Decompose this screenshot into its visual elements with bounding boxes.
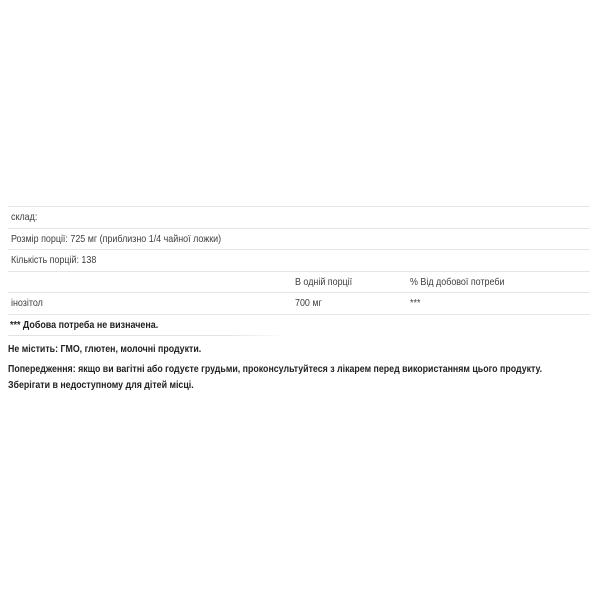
daily-value-column-header: % Від добової потреби (410, 275, 505, 288)
row-footnote (8, 315, 590, 337)
serving-size-label: Розмір порції: 725 мг (приблизно 1/4 чайної ложки) (11, 232, 222, 245)
row-serving-size (8, 229, 590, 251)
warning-note (8, 362, 542, 393)
footnote-divider (8, 335, 288, 336)
contains-note: Не містить: ГМО, глютен, молочні продукти. (8, 343, 202, 355)
row-servings-count (8, 250, 590, 272)
per-serving-column-header: В одній порції (295, 275, 353, 288)
ingredient-daily-value: *** (410, 297, 421, 309)
warning-line-2: Зберігати в недоступному для дітей місці. (8, 378, 194, 391)
composition-label: склад: (11, 211, 38, 223)
ingredient-amount: 700 мг (295, 297, 322, 309)
ingredient-name: інозітол (11, 297, 43, 309)
supplement-facts-table (8, 206, 590, 336)
footnote-text: *** Добова потреба не визначена. (10, 318, 159, 331)
warning-line-1: Попередження: якщо ви вагітні або годуєте грудьми, проконсультуйтеся з лікарем перед використанням цього продукту. (8, 363, 543, 375)
row-composition (8, 207, 590, 229)
servings-count-label: Кількість порцій: 138 (11, 254, 97, 266)
row-table-header (8, 272, 590, 294)
row-ingredient-inositol (8, 293, 590, 315)
